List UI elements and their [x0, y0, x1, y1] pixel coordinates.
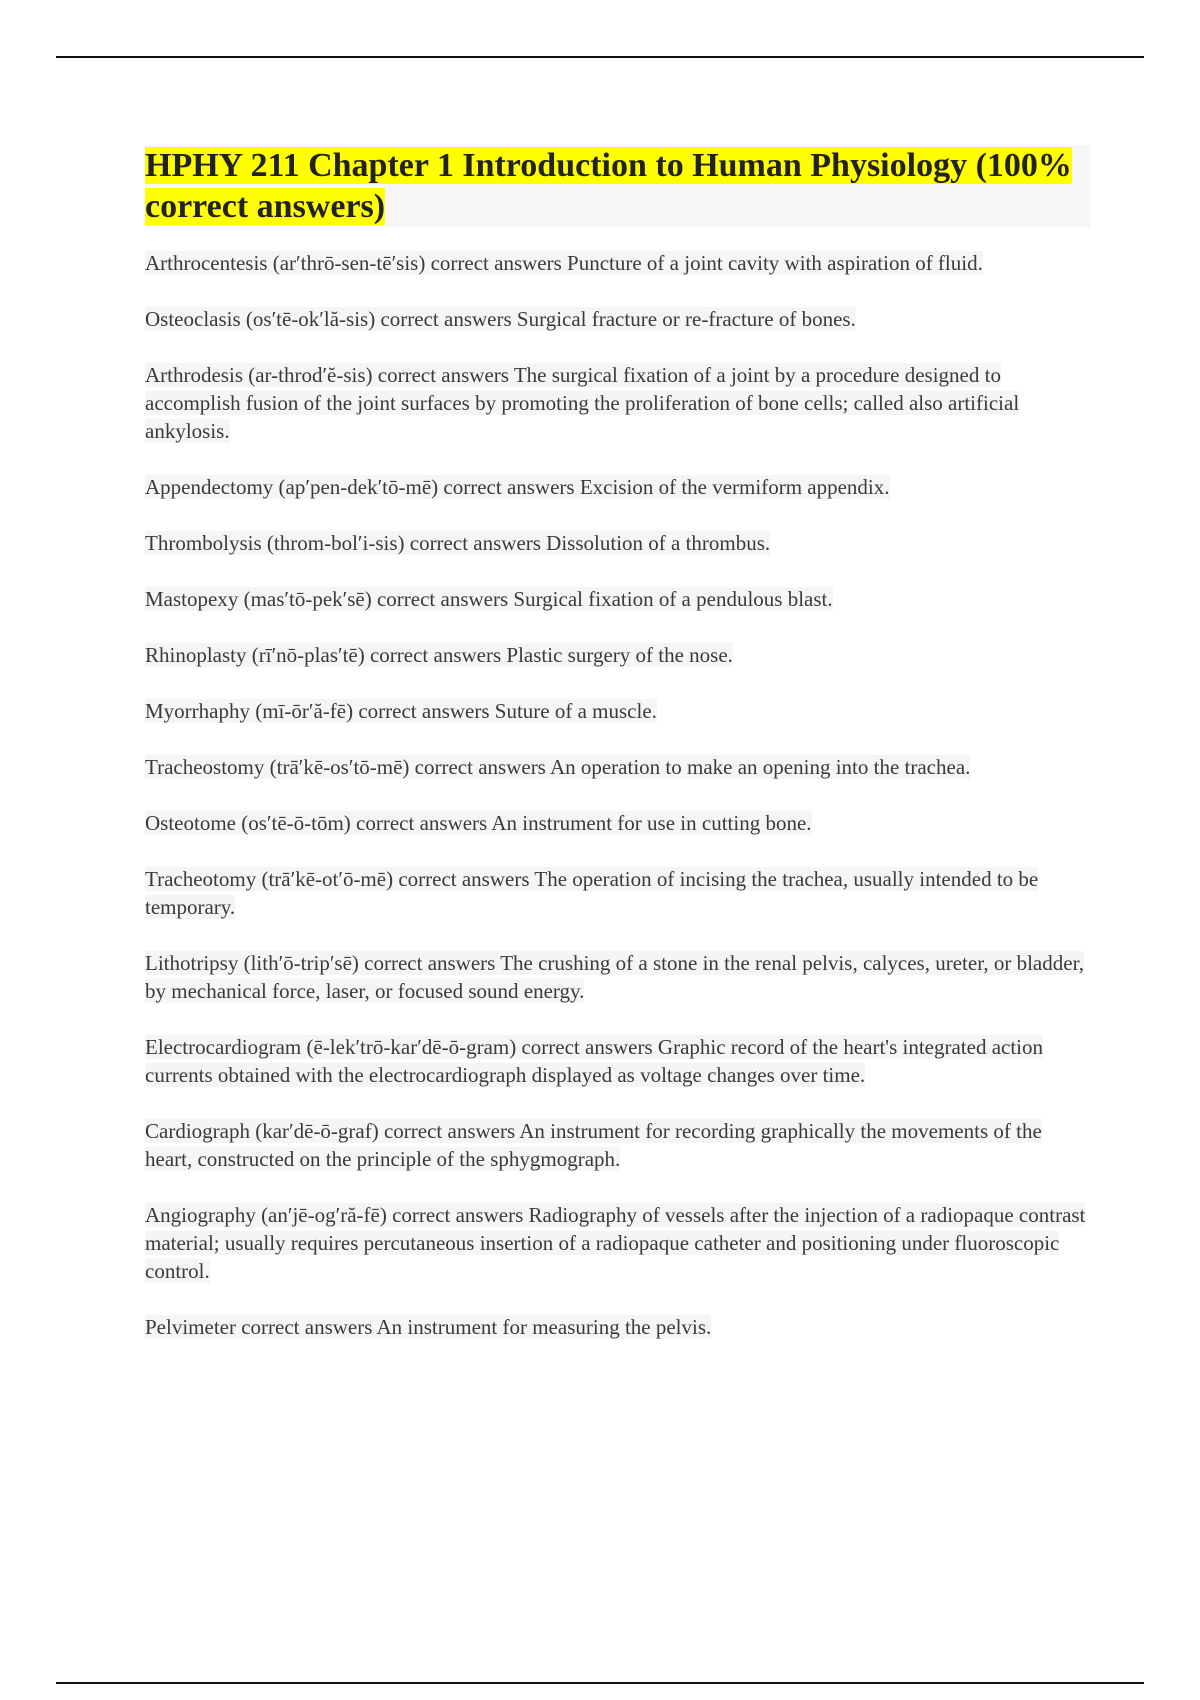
bottom-divider: [56, 1682, 1144, 1684]
flashcard-entry: Myorrhaphy (mī-ōr′ă-fē) correct answers Suture of a muscle.: [145, 699, 657, 723]
flashcard-entry: Rhinoplasty (rī′nō-plas′tē) correct answers Plastic surgery of the nose.: [145, 643, 733, 667]
flashcard-entry: Arthrocentesis (ar′thrō-sen-tē′sis) correct answers Puncture of a joint cavity with aspiration of fluid.: [145, 251, 983, 275]
flashcard-entry: Arthrodesis (ar-throd′ĕ-sis) correct answers The surgical fixation of a joint by a procedure designed to accomplish fusion of the joint surfaces by promoting the proliferation of bone cells; called also artificial ankylosis.: [145, 363, 1020, 443]
flashcard-entry: Angiography (an′jē-og′ră-fē) correct answers Radiography of vessels after the injection of a radiopaque contrast material; usually requires percutaneous insertion of a radiopaque catheter and positioning under fluoroscopic control.: [145, 1203, 1086, 1283]
flashcard-entry: Osteotome (os′tē-ō-tōm) correct answers An instrument for use in cutting bone.: [145, 811, 812, 835]
document-title: [145, 145, 1090, 227]
document-content: [145, 145, 1090, 1369]
flashcard-list: [145, 249, 1090, 1341]
flashcard-entry: Mastopexy (mas′tō-pek′sē) correct answers Surgical fixation of a pendulous blast.: [145, 587, 833, 611]
flashcard-entry: Cardiograph (kar′dē-ō-graf) correct answers An instrument for recording graphically the movements of the heart, constructed on the principle of the sphygmograph.: [145, 1119, 1042, 1171]
flashcard-entry: Osteoclasis (os′tē-ok′lă-sis) correct answers Surgical fracture or re-fracture of bones.: [145, 307, 856, 331]
document-title-text: HPHY 211 Chapter 1 Introduction to Human Physiology (100% correct answers): [145, 147, 1072, 225]
flashcard-entry: Tracheostomy (trā′kē-os′tō-mē) correct answers An operation to make an opening into the trachea.: [145, 755, 971, 779]
top-divider: [56, 56, 1144, 58]
flashcard-entry: Tracheotomy (trā′kē-ot′ō-mē) correct answers The operation of incising the trachea, usually intended to be temporary.: [145, 867, 1039, 919]
flashcard-entry: Appendectomy (ap′pen-dek′tō-mē) correct answers Excision of the vermiform appendix.: [145, 475, 890, 499]
flashcard-entry: Pelvimeter correct answers An instrument for measuring the pelvis.: [145, 1315, 712, 1339]
flashcard-entry: Thrombolysis (throm-bol′i-sis) correct answers Dissolution of a thrombus.: [145, 531, 771, 555]
flashcard-entry: Electrocardiogram (ē-lek′trō-kar′dē-ō-gram) correct answers Graphic record of the heart's integrated action currents obtained with the electrocardiograph displayed as voltage changes over time.: [145, 1035, 1044, 1087]
flashcard-entry: Lithotripsy (lith′ō-trip′sē) correct answers The crushing of a stone in the renal pelvis, calyces, ureter, or bladder, by mechanical force, laser, or focused sound energy.: [145, 951, 1084, 1003]
title-block: [145, 145, 1090, 227]
